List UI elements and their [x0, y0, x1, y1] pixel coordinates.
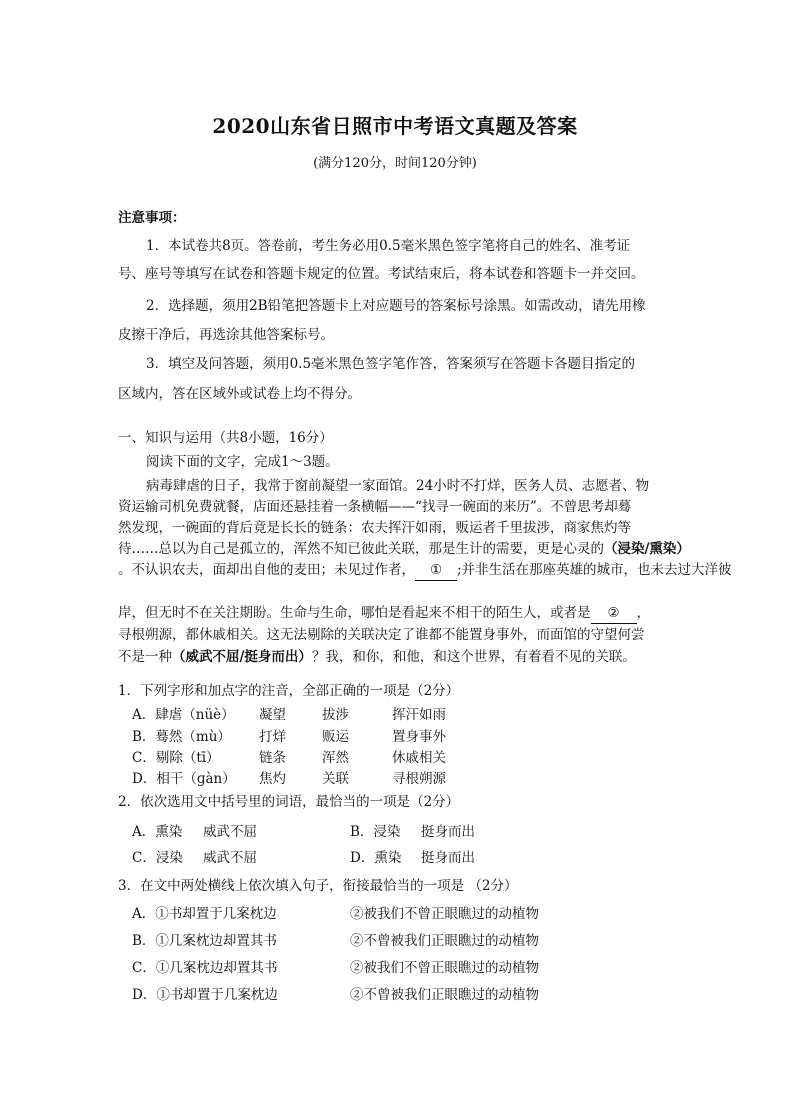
option-word: 浑然 — [322, 750, 349, 766]
option-word: 贩运 — [322, 729, 349, 745]
option-c: C．浸染 — [132, 850, 183, 866]
blank-2: ② — [591, 603, 637, 624]
option-c: C．剔除（tī） — [132, 750, 220, 766]
option-b: B．①几案枕边却置其书 — [132, 933, 277, 949]
passage-text: 不是一种 — [118, 649, 172, 665]
passage-line: 寻根朔源，都休戚相关。这无法剔除的关联决定了谁都不能置身事外，而面馆的守望何尝 — [118, 627, 645, 643]
option-text: ②被我们不曾正眼瞧过的动植物 — [350, 960, 539, 976]
passage-text: ;并非生活在那座英雄的城市，也未去过大洋彼 — [457, 562, 732, 578]
notice-heading: 注意事项： — [118, 210, 186, 226]
option-b: B．浸染 — [350, 824, 401, 840]
passage-line — [118, 539, 690, 559]
word-choice-1: （浸染/熏染） — [604, 541, 690, 557]
option-word: 拔涉 — [322, 707, 349, 723]
notice-line: 皮擦干净后，再选涂其他答案标号。 — [118, 327, 334, 343]
option-text: ②不曾被我们正眼瞧过的动植物 — [350, 987, 539, 1003]
passage-line: 病毒肆虐的日子，我常于窗前凝望一家面馆。24小时不打烊，医务人员、志愿者、物 — [146, 478, 650, 494]
option-text: ②被我们不曾正眼瞧过的动植物 — [350, 906, 539, 922]
question-1-stem: 1．下列字形和加点字的注音，全部正确的一项是（2分） — [118, 683, 460, 699]
option-d: D．相干（ɡàn） — [132, 771, 236, 787]
option-c: C．①几案枕边却置其书 — [132, 960, 278, 976]
passage-text: ， — [636, 605, 650, 621]
passage-line: 资运输司机免费就餐，店面还悬挂着一条横幅——“找寻一碗面的来历”。不曾思考却蓦 — [118, 499, 632, 515]
notice-line: 2．选择题，须用2B铅笔把答题卡上对应题号的答案标号涂黑。如需改动，请先用橡 — [146, 298, 646, 314]
word-choice-2: （威武不屈/挺身而出） — [172, 649, 312, 665]
question-2-stem: 2．依次选用文中括号里的词语，最恰当的一项是（2分） — [118, 794, 460, 810]
option-word: 挥汗如雨 — [392, 707, 446, 723]
section-heading: 一、知识与运用（共8小题，16分） — [118, 430, 333, 446]
passage-text: 岸，但无时不在关注期盼。生命与生命，哪怕是看起来不相干的陌生人，或者是 — [118, 605, 591, 621]
page-subtitle: (满分120分，时间120分钟) — [313, 156, 477, 171]
option-a: A．①书却置于几案枕边 — [132, 906, 277, 922]
option-word: 焦灼 — [259, 771, 286, 787]
option-word: 挺身而出 — [421, 850, 475, 866]
option-a: A．肆虐（nüè） — [132, 707, 235, 723]
option-word: 挺身而出 — [421, 824, 475, 840]
notice-line: 区域内，答在区域外或试卷上均不得分。 — [118, 386, 361, 402]
section-instruction: 阅读下面的文字，完成1～3题。 — [146, 454, 339, 470]
notice-line: 3．填空及问答题，须用0.5毫米黑色签字笔作答，答案须写在答题卡各题目指定的 — [146, 356, 636, 372]
page-title: 2020山东省日照市中考语文真题及答案 — [212, 114, 578, 138]
question-3-stem: 3．在文中两处横线上依次填入句子，衔接最恰当的一项是 （2分） — [118, 878, 518, 894]
blank-1: ① — [415, 560, 457, 581]
passage-line — [118, 647, 636, 667]
option-word: 凝望 — [259, 707, 286, 723]
notice-line: 号、座号等填写在试卷和答题卡规定的位置。考试结束后，将本试卷和答题卡一并交回。 — [118, 266, 645, 282]
passage-text: ？我，和你，和他，和这个世界，有着看不见的关联。 — [311, 649, 636, 665]
passage-line — [118, 560, 732, 581]
option-d: D．熏染 — [350, 850, 402, 866]
option-word: 休戚相关 — [392, 750, 446, 766]
option-word: 威武不屈 — [203, 824, 257, 840]
option-word: 寻根朔源 — [392, 771, 446, 787]
option-word: 链条 — [259, 750, 286, 766]
option-word: 打烊 — [259, 729, 286, 745]
passage-text: 。不认识农夫，面却出自他的麦田；未见过作者， — [118, 562, 415, 578]
passage-line: 然发现，一碗面的背后竟是长长的链条：农夫挥汗如雨，贩运者千里拔涉，商家焦灼等 — [118, 520, 631, 536]
option-word: 威武不屈 — [203, 850, 257, 866]
option-b: B．蓦然（mù） — [132, 729, 231, 745]
option-a: A．熏染 — [132, 824, 183, 840]
option-d: D．①书却置于几案枕边 — [132, 987, 278, 1003]
passage-text: 待……总以为自己是孤立的，浑然不知已彼此关联，那是生计的需要，更是心灵的 — [118, 541, 604, 557]
option-word: 关联 — [322, 771, 349, 787]
option-word: 置身事外 — [392, 729, 446, 745]
passage-line — [118, 603, 650, 624]
option-text: ②不曾被我们正眼瞧过的动植物 — [350, 933, 539, 949]
notice-line: 1．本试卷共8页。答卷前，考生务必用0.5毫米黑色签字笔将自己的姓名、准考证 — [146, 238, 631, 254]
